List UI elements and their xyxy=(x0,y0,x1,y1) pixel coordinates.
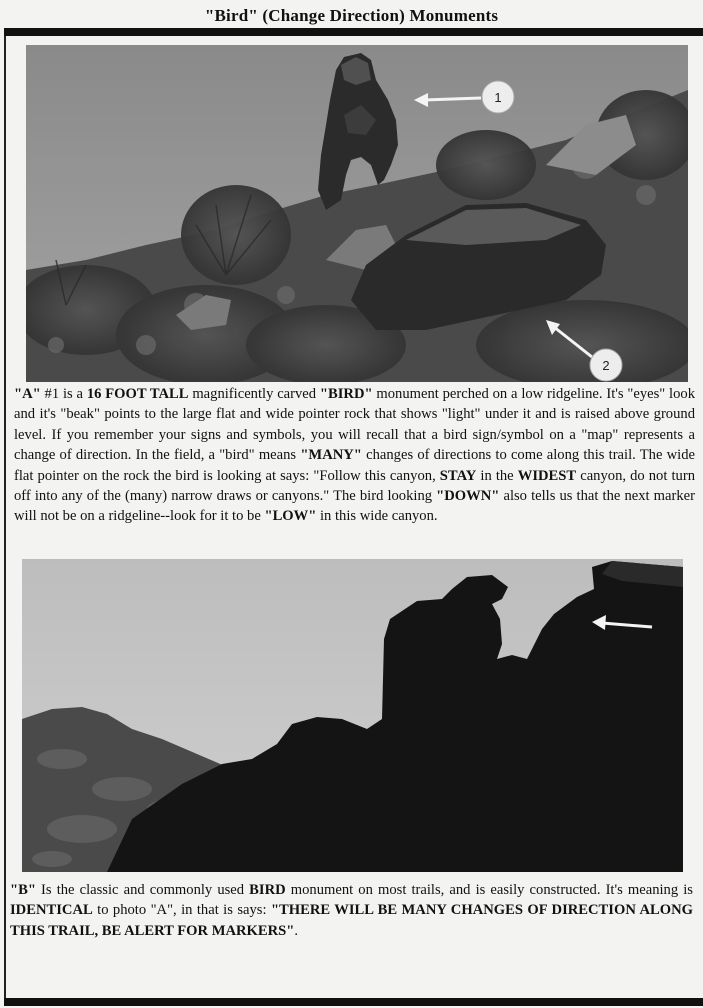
photo-a-bird-monument xyxy=(26,45,688,382)
para-a-bold: 16 FOOT TALL xyxy=(86,386,189,402)
page-title: "Bird" (Change Direction) Monuments xyxy=(204,6,499,25)
para-b-text: monument on most trails, and is easily constructed. It's meaning is xyxy=(285,882,693,898)
para-a-bold: "DOWN" xyxy=(436,488,500,505)
para-a-bold: "LOW" xyxy=(264,508,317,525)
para-a-bold: "MANY" xyxy=(300,447,362,464)
para-a-text: canyon, do not turn off into any of the (many) narrow draws or canyons." The bird looking xyxy=(14,467,695,505)
callout-2-label: 2 xyxy=(602,358,610,373)
para-a-text: in the xyxy=(476,467,518,484)
para-b-text: Is the classic and commonly used xyxy=(35,882,250,898)
para-a-text: also tells us that the next marker will not be on a ridgeline--look for it to be xyxy=(14,488,695,525)
para-b-bold: "THERE WILL BE MANY CHANGES OF DIRECTION ALONG THIS TRAIL, BE ALERT FOR MARKERS" xyxy=(10,902,693,939)
top-rule xyxy=(4,28,703,36)
para-a-text: magnificently carved xyxy=(188,386,320,402)
para-b-bold: IDENTICAL xyxy=(10,902,93,919)
para-a-text: #1 is a xyxy=(40,386,87,402)
para-a-label: "A" xyxy=(14,386,41,402)
para-b-label: "B" xyxy=(10,882,36,898)
bottom-rule xyxy=(4,998,703,1006)
para-a-bold: "BIRD" xyxy=(319,386,373,402)
para-a-text: monument perched on a low ridgeline. It's "eyes" look and it's "beak" points to the large flat and wide pointer rock that shows "light" under it and is raised above ground level. If you remember your signs and symbols, you will recall that a bird sign/symbol on a "map" represents a change of direction. In the field, a "bird" means xyxy=(14,386,695,464)
photo-b-bird-silhouette xyxy=(22,559,683,872)
left-frame-line xyxy=(4,36,6,998)
callout-1-label: 1 xyxy=(494,90,502,105)
para-b-text: to photo "A", in that is says: xyxy=(92,902,271,919)
para-a-bold: STAY xyxy=(439,467,477,484)
para-b-bold: BIRD xyxy=(249,882,286,898)
para-a-text: in this wide canyon. xyxy=(316,508,438,525)
photo-a-arrow-1 xyxy=(424,98,481,100)
paragraph-b xyxy=(10,880,693,941)
paragraph-a xyxy=(14,384,695,527)
para-b-text: . xyxy=(294,922,299,939)
para-a-text: changes of directions to come along this trail. The wide flat pointer on the rock the bird is looking at says: "Follow this canyon, xyxy=(14,447,695,484)
para-a-bold: WIDEST xyxy=(517,467,577,484)
